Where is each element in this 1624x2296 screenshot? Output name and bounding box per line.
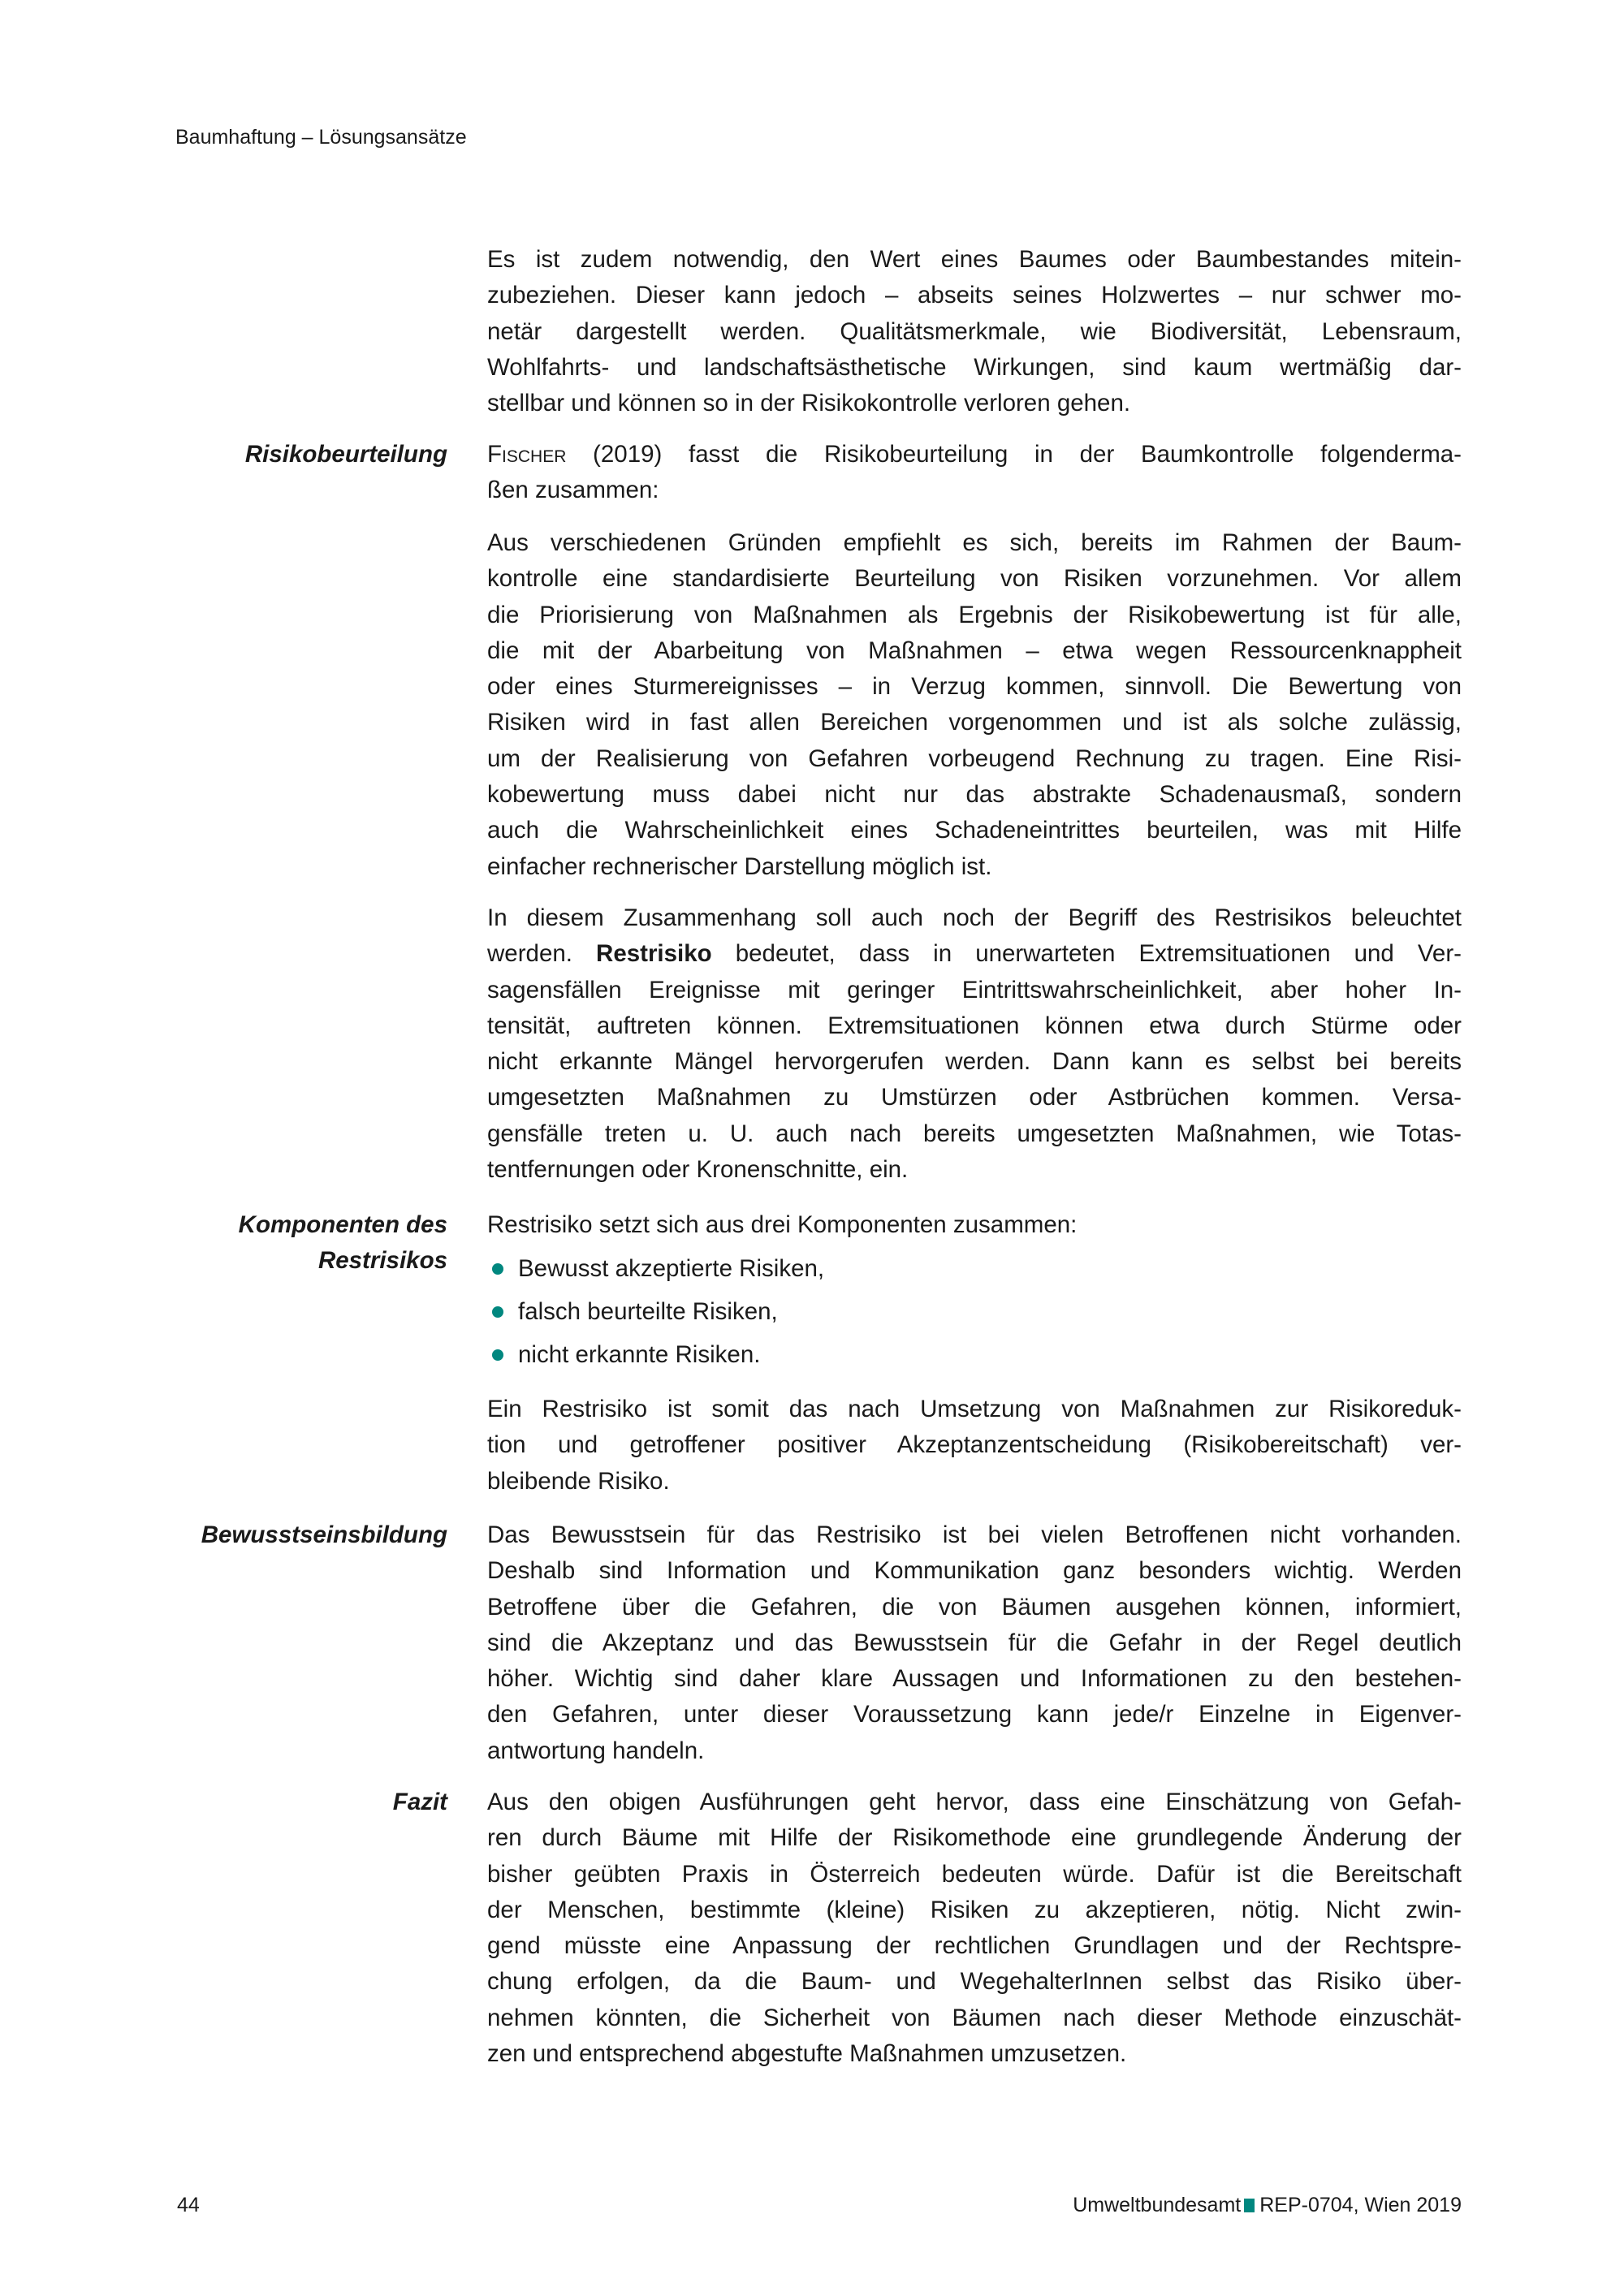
text-line: tion und getroffener positiver Akzeptanzentscheidung (Risikobereitschaft) ver- — [487, 1431, 1462, 1459]
text-line: Fischer (2019) fasst die Risikobeurteilung in der Baumkontrolle folgenderma- — [487, 441, 1462, 468]
paragraph-komponenten-intro — [487, 1207, 1462, 1243]
bullet-dot-icon — [492, 1263, 503, 1275]
text-line: tensität, auftreten können. Extremsituationen können etwa durch Stürme oder — [487, 1012, 1462, 1039]
text-line: bisher geübten Praxis in Österreich bedeuten würde. Dafür ist die Bereitschaft — [487, 1860, 1462, 1888]
text-line: zen und entsprechend abgestufte Maßnahmen umzusetzen. — [487, 2040, 1127, 2068]
text-line: die Priorisierung von Maßnahmen als Ergebnis der Risikobewertung ist für alle, — [487, 601, 1462, 628]
text-line: gensfälle treten u. U. auch nach bereits umgesetzten Maßnahmen, wie Totas- — [487, 1120, 1462, 1147]
text-line: antwortung handeln. — [487, 1737, 705, 1764]
text-line: zubeziehen. Dieser kann jedoch – abseits seines Holzwertes – nur schwer mo- — [487, 282, 1462, 309]
side-label-fazit: Fazit — [392, 1789, 447, 1815]
text-line: Ein Restrisiko ist somit das nach Umsetzung von Maßnahmen zur Risikoreduk- — [487, 1396, 1462, 1422]
text-line: sagensfällen Ereignisse mit geringer Eintrittswahrscheinlichkeit, aber hoher In- — [487, 976, 1462, 1003]
text-line: um der Realisierung von Gefahren vorbeugend Rechnung zu tragen. Eine Risi- — [487, 744, 1462, 772]
text-line: Deshalb sind Information und Kommunikation ganz besonders wichtig. Werden — [487, 1557, 1462, 1585]
paragraph-restrisiko — [487, 900, 1462, 1188]
text-line: einfacher rechnerischer Darstellung möglich ist. — [487, 852, 992, 880]
text-line: bleibende Risiko. — [487, 1467, 670, 1495]
text-line: ßen zusammen: — [487, 477, 659, 504]
paragraph-fazit — [487, 1785, 1462, 2072]
paragraph-restrisiko-definition — [487, 1392, 1462, 1500]
side-label-komponenten-2: Restrisikos — [317, 1247, 447, 1274]
side-label-risikobeurteilung: Risikobeurteilung — [244, 441, 447, 468]
author-name: Fischer — [487, 441, 567, 468]
bullet-dot-icon — [492, 1349, 503, 1361]
text-line: Das Bewusstsein für das Restrisiko ist bei vielen Betroffenen nicht vorhanden. — [487, 1521, 1462, 1548]
bold-term: Restrisiko — [596, 940, 712, 968]
text-line: werden. Restrisiko bedeutet, dass in unerwarteten Extremsituationen und Ver- — [487, 940, 1462, 968]
running-header: Baumhaftung – Lösungsansätze — [175, 126, 467, 149]
text-line: chung erfolgen, da die Baum- und WegehalterInnen selbst das Risiko über- — [487, 1968, 1462, 1996]
text-line: In diesem Zusammenhang soll auch noch der Begriff des Restrisikos beleuchtet — [487, 904, 1462, 931]
text-line: den Gefahren, unter dieser Voraussetzung kann jede/r Einzelne in Eigenver- — [487, 1701, 1462, 1728]
side-label-komponenten-1: Komponenten des — [238, 1211, 447, 1238]
paragraph-fischer-intro — [487, 437, 1462, 509]
text-line: ren durch Bäume mit Hilfe der Risikomethode eine grundlegende Änderung der — [487, 1824, 1462, 1852]
text-line: Wohlfahrts- und landschaftsästhetische Wirkungen, sind kaum wertmäßig dar- — [487, 353, 1462, 381]
text-line: die mit der Abarbeitung von Maßnahmen – etwa wegen Ressourcenknappheit — [487, 637, 1462, 664]
text-line: der Menschen, bestimmte (kleine) Risiken zu akzeptieren, nötig. Nicht zwin- — [487, 1896, 1462, 1923]
text-line: kobewertung muss dabei nicht nur das abstrakte Schadenausmaß, sondern — [487, 781, 1462, 809]
text-line: tentfernungen oder Kronenschnitte, ein. — [487, 1156, 909, 1184]
text-line: oder eines Sturmereignisses – in Verzug kommen, sinnvoll. Die Bewertung von — [487, 673, 1462, 701]
text-line: sind die Akzeptanz und das Bewusstsein für die Gefahr in der Regel deutlich — [487, 1629, 1462, 1656]
text-line: gend müsste eine Anpassung der rechtlichen Grundlagen und der Rechtspre- — [487, 1932, 1462, 1960]
text-line: Aus den obigen Ausführungen geht hervor, dass eine Einschätzung von Gefah- — [487, 1789, 1462, 1815]
text-line: netär dargestellt werden. Qualitätsmerkmale, wie Biodiversität, Lebensraum, — [487, 317, 1462, 345]
text-line: Es ist zudem notwendig, den Wert eines Baumes oder Baumbestandes mitein- — [487, 246, 1462, 273]
text-line: Betroffene über die Gefahren, die von Bäumen ausgehen können, informiert, — [487, 1593, 1462, 1621]
text-line: stellbar und können so in der Risikokontrolle verloren gehen. — [487, 390, 1131, 417]
text-line: nehmen könnten, die Sicherheit von Bäumen nach dieser Methode einzuschät- — [487, 2004, 1462, 2031]
paragraph-wert — [487, 242, 1462, 421]
paragraph-bewusstseinsbildung — [487, 1517, 1462, 1769]
paragraph-quote-risikobeurteilung — [487, 525, 1462, 885]
footer-report: REP-0704, Wien 2019 — [1259, 2194, 1462, 2216]
text-line: Aus verschiedenen Gründen empfiehlt es sich, bereits im Rahmen der Baum- — [487, 529, 1462, 556]
footer-publisher: Umweltbundesamt — [1073, 2194, 1242, 2216]
bullet-dot-icon — [492, 1306, 503, 1318]
text-line: nicht erkannte Mängel hervorgerufen werden. Dann kann es selbst bei bereits — [487, 1048, 1462, 1076]
text-line: auch die Wahrscheinlichkeit eines Schadeneintrittes beurteilen, was mit Hilfe — [487, 817, 1462, 844]
text-line: umgesetzten Maßnahmen zu Umstürzen oder Astbrüchen kommen. Versa- — [487, 1084, 1462, 1111]
page-number: 44 — [177, 2194, 200, 2216]
square-separator-icon — [1244, 2199, 1255, 2212]
text-line: Risiken wird in fast allen Bereichen vorgenommen und ist als solche zulässig, — [487, 709, 1462, 736]
footer-citation — [1073, 2192, 1462, 2218]
text-line: höher. Wichtig sind daher klare Aussagen und Informationen zu den bestehen- — [487, 1665, 1462, 1693]
side-label-bewusstseinsbildung: Bewusstseinsbildung — [201, 1521, 447, 1548]
text-line: kontrolle eine standardisierte Beurteilung von Risiken vorzunehmen. Vor allem — [487, 565, 1462, 593]
text-line: Restrisiko setzt sich aus drei Komponenten zusammen: — [487, 1211, 1078, 1238]
